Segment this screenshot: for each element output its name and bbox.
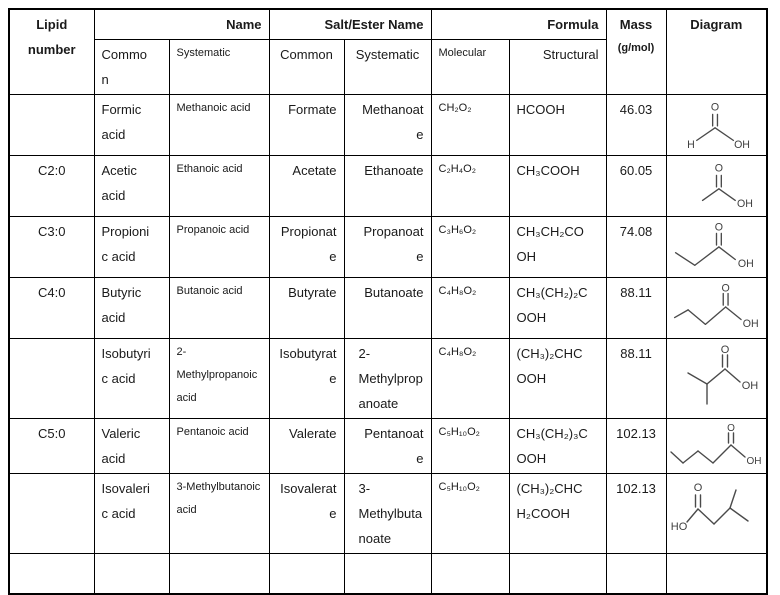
atom-label-o: O: [726, 423, 735, 434]
cell-salt-common: Acetate: [269, 156, 344, 217]
fatty-acids-table: [8, 8, 768, 595]
atom-label-o: O: [710, 101, 719, 114]
acetic-acid-structure-diagram: [669, 159, 764, 211]
header-mass: [606, 9, 666, 95]
cell-common-name: Butyric acid: [94, 278, 169, 339]
cell-lipid-number: C5:0: [9, 419, 94, 474]
cell-salt-common: Isobutyrate: [269, 339, 344, 419]
cell-salt-systematic: Propanoate: [344, 217, 431, 278]
cell-common-name: Isovaleric acid: [94, 474, 169, 554]
cell-diagram: [666, 339, 767, 419]
cell-common-name: Acetic acid: [94, 156, 169, 217]
cell-structural-formula: HCOOH: [509, 95, 606, 156]
table-row: [9, 474, 767, 554]
atom-label-ho: HO: [670, 521, 688, 533]
cell-systematic-name: Propanoic acid: [169, 217, 269, 278]
cell-salt-systematic: Pentanoate: [344, 419, 431, 474]
propionic-acid-structure-diagram: [669, 220, 764, 272]
cell-molecular-formula: C₄H₈O₂: [431, 278, 509, 339]
cell-common-name: Valeric acid: [94, 419, 169, 474]
cell-systematic-name: 2-Methylpropanoic acid: [169, 339, 269, 419]
table-row: [9, 419, 767, 474]
cell-salt-common: Butyrate: [269, 278, 344, 339]
cell-molecular-formula: C₅H₁₀O₂: [431, 419, 509, 474]
cell-systematic-name: Pentanoic acid: [169, 419, 269, 474]
atom-label-o: O: [693, 482, 703, 494]
cell-diagram: [666, 95, 767, 156]
cell-systematic-name: Ethanoic acid: [169, 156, 269, 217]
cell-structural-formula: CH₃CH₂COOH: [509, 217, 606, 278]
atom-label-h: H: [686, 139, 695, 150]
table-row: [9, 156, 767, 217]
header-formula-group: Formula: [431, 9, 606, 40]
cell-structural-formula: CH₃(CH₂)₃COOH: [509, 419, 606, 474]
atom-label-o: O: [714, 162, 723, 175]
isovaleric-acid-structure-diagram: [669, 477, 764, 537]
subheader-salt-common: Common: [269, 40, 344, 95]
cell-structural-formula: (CH₃)₂CHCH₂COOH: [509, 474, 606, 554]
cell-lipid-number: C4:0: [9, 278, 94, 339]
cell-molecular-formula: C₄H₈O₂: [431, 339, 509, 419]
cell-salt-systematic: Ethanoate: [344, 156, 431, 217]
table-row: [9, 217, 767, 278]
cell-lipid-number: C3:0: [9, 217, 94, 278]
atom-label-oh: OH: [741, 380, 759, 392]
isobutyric-acid-structure-diagram: [669, 342, 764, 406]
header-mass-unit: (g/mol): [617, 42, 655, 54]
cell-mass: 74.08: [606, 217, 666, 278]
cell-diagram: [666, 278, 767, 339]
atom-label-oh: OH: [746, 456, 762, 467]
subheader-name-systematic: Systematic: [169, 40, 269, 95]
header-row-groups: [9, 9, 767, 40]
subheader-formula-molecular: Molecular: [431, 40, 509, 95]
atom-label-oh: OH: [737, 258, 754, 271]
cell-salt-systematic: 3-Methylbutanoate: [344, 474, 431, 554]
cell-mass: 88.11: [606, 278, 666, 339]
cell-structural-formula: (CH₃)₂CHCOOH: [509, 339, 606, 419]
cell-structural-formula: CH₃COOH: [509, 156, 606, 217]
cell-lipid-number: [9, 474, 94, 554]
atom-label-o: O: [721, 282, 730, 295]
formic-acid-structure-diagram: [669, 98, 764, 150]
cell-common-name: Formic acid: [94, 95, 169, 156]
table-row: [9, 339, 767, 419]
table-row: [9, 95, 767, 156]
cell-systematic-name: Butanoic acid: [169, 278, 269, 339]
header-mass-label: Mass: [619, 17, 653, 32]
cell-systematic-name: Methanoic acid: [169, 95, 269, 156]
cell-mass: 88.11: [606, 339, 666, 419]
cell-salt-systematic: Butanoate: [344, 278, 431, 339]
butyric-acid-structure-diagram: [669, 281, 764, 333]
cell-molecular-formula: C₂H₄O₂: [431, 156, 509, 217]
cell-molecular-formula: C₅H₁₀O₂: [431, 474, 509, 554]
cell-structural-formula: CH₃(CH₂)₂COOH: [509, 278, 606, 339]
cell-lipid-number: C2:0: [9, 156, 94, 217]
subheader-name-common: Common: [94, 40, 169, 95]
subheader-salt-systematic: Systematic: [344, 40, 431, 95]
cell-salt-systematic: 2-Methylpropanoate: [344, 339, 431, 419]
cell-lipid-number: [9, 339, 94, 419]
cell-mass: 102.13: [606, 419, 666, 474]
header-name-group: Name: [94, 9, 269, 40]
cell-molecular-formula: C₃H₆O₂: [431, 217, 509, 278]
table-row-partial: [9, 554, 767, 594]
header-salt-ester-group: Salt/Ester Name: [269, 9, 431, 40]
header-lipid-number: Lipid number: [9, 9, 94, 95]
cell-diagram: [666, 156, 767, 217]
atom-label-o: O: [714, 221, 723, 234]
cell-diagram: [666, 474, 767, 554]
valeric-acid-structure-diagram: [669, 422, 764, 468]
cell-salt-systematic: Methanoate: [344, 95, 431, 156]
cell-diagram: [666, 419, 767, 474]
cell-mass: 60.05: [606, 156, 666, 217]
atom-label-oh: OH: [736, 198, 753, 211]
cell-salt-common: Propionate: [269, 217, 344, 278]
cell-lipid-number: [9, 95, 94, 156]
cell-diagram: [666, 217, 767, 278]
atom-label-oh: OH: [733, 139, 750, 150]
cell-salt-common: Isovalerate: [269, 474, 344, 554]
cell-common-name: Isobutyric acid: [94, 339, 169, 419]
cell-mass: 102.13: [606, 474, 666, 554]
cell-salt-common: Valerate: [269, 419, 344, 474]
atom-label-o: O: [720, 344, 730, 356]
cell-salt-common: Formate: [269, 95, 344, 156]
table-row: [9, 278, 767, 339]
subheader-formula-structural: Structural: [509, 40, 606, 95]
header-diagram: Diagram: [666, 9, 767, 95]
cell-systematic-name: 3-Methylbutanoic acid: [169, 474, 269, 554]
cell-mass: 46.03: [606, 95, 666, 156]
cell-common-name: Propionic acid: [94, 217, 169, 278]
atom-label-oh: OH: [742, 318, 759, 331]
cell-molecular-formula: CH₂O₂: [431, 95, 509, 156]
